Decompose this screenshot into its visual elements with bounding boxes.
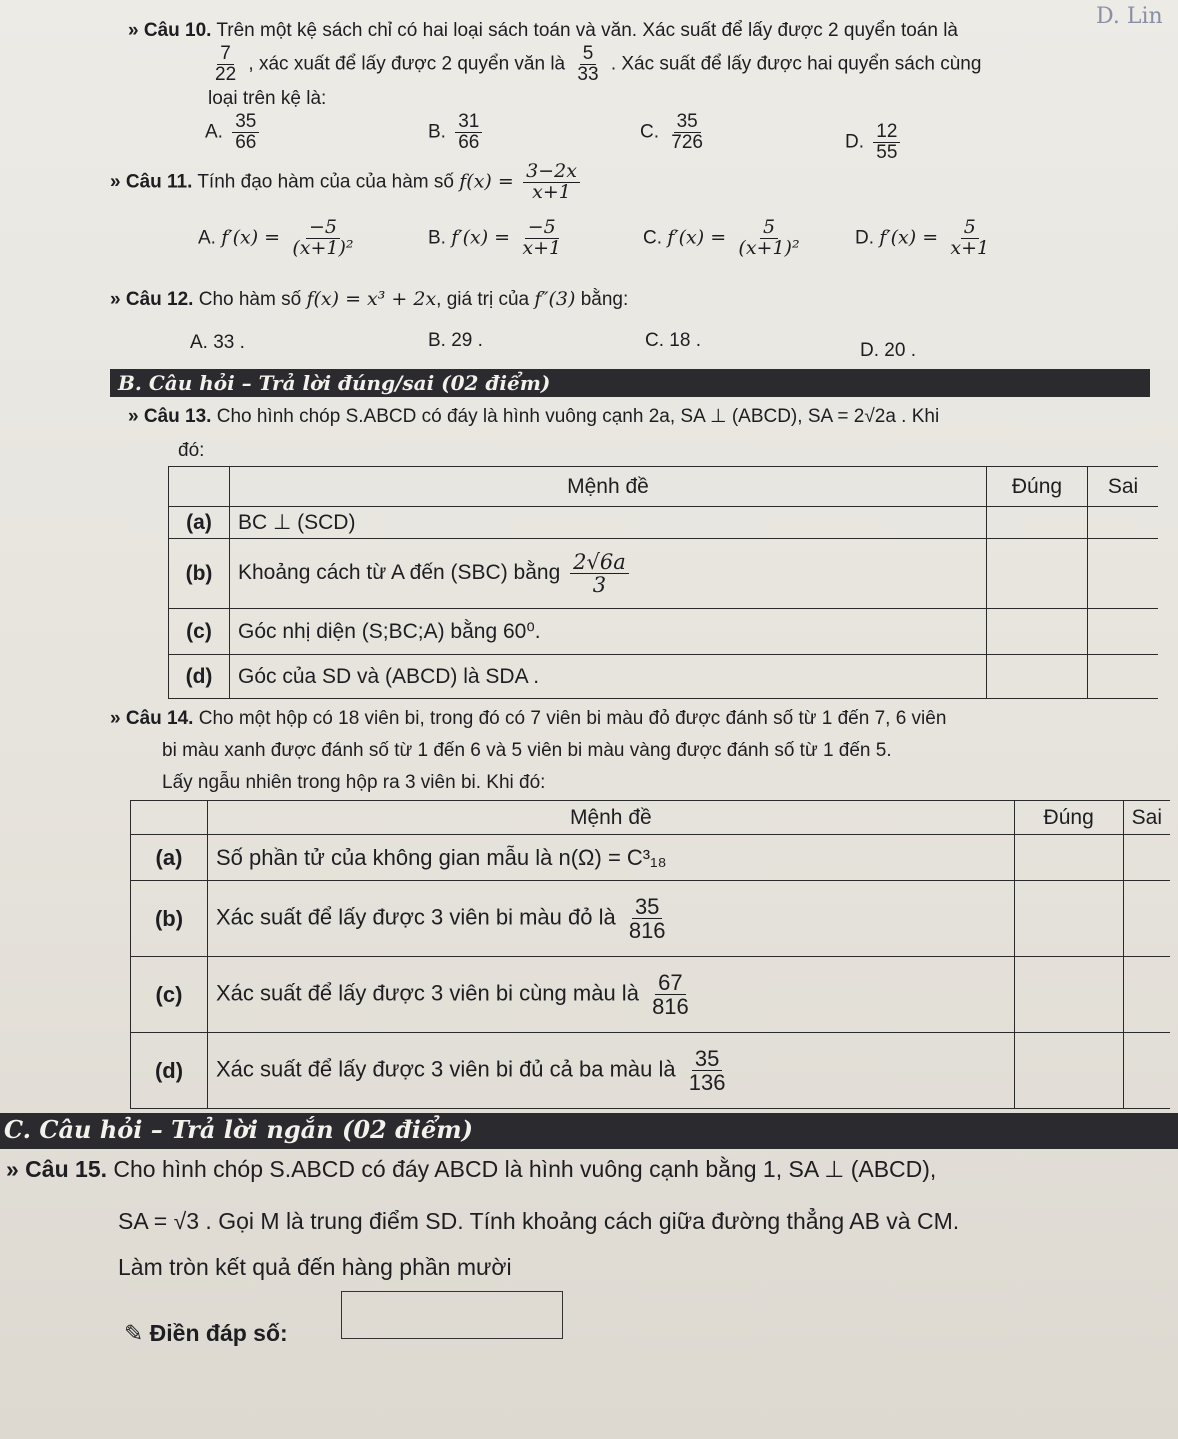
- answer-input-box[interactable]: [341, 1291, 563, 1339]
- q10-text4: loại trên kệ là:: [208, 88, 327, 109]
- section-b-header: B. Câu hỏi – Trả lời đúng/sai (02 điểm): [110, 369, 1150, 397]
- q12-option-d: D. 20 .: [860, 340, 916, 361]
- pencil-icon: ✎: [124, 1320, 144, 1346]
- q14-statement-d: Xác suất để lấy được 3 viên bi đủ cả ba màu là $\frac{35}{136}$: [207, 1033, 1014, 1109]
- q11-option-a: A. f′(x) = $\frac{-5}{\text{(x+1)²}}$: [198, 216, 354, 259]
- q13-stem: » Câu 13. Cho hình chóp S.ABCD có đáy là hình vuông cạnh 2a, SA ⊥ (ABCD), SA = 2√2a . Khi: [128, 406, 940, 427]
- q13-text2: đó:: [178, 440, 205, 461]
- q13-false-cell-c[interactable]: [1088, 609, 1159, 655]
- table-row: (c) Góc nhị diện (S;BC;A) bằng 60⁰.: [169, 609, 1159, 655]
- q13-true-cell-b[interactable]: [987, 539, 1088, 609]
- q12-function: f(x) = x³ + 2x: [306, 288, 437, 310]
- q13-header-true: Đúng: [987, 467, 1088, 507]
- q15-answer-prompt: ✎ Điền đáp số:: [124, 1320, 288, 1346]
- q14-line3: Lấy ngẫu nhiên trong hộp ra 3 viên bi. Khi đó:: [162, 772, 546, 793]
- q13-statement-c: Góc nhị diện (S;BC;A) bằng 60⁰.: [230, 609, 987, 655]
- q14-statement-b: Xác suất để lấy được 3 viên bi màu đỏ là $\frac{35}{816}$: [207, 881, 1014, 957]
- q14-true-cell-b[interactable]: [1014, 881, 1123, 957]
- q11-text: Tính đạo hàm của của hàm số: [197, 171, 454, 193]
- table-row: (d) Góc của SD và (ABCD) là SDA .: [169, 655, 1159, 699]
- q14-statement-a: Số phần tử của không gian mẫu là n(Ω) = C³₁₈: [207, 835, 1014, 881]
- q13-header-false: Sai: [1088, 467, 1159, 507]
- q14-true-cell-a[interactable]: [1014, 835, 1123, 881]
- q12-option-c: C. 18 .: [645, 330, 701, 351]
- table-row: (a) Số phần tử của không gian mẫu là n(Ω) = C³₁₈: [131, 835, 1171, 881]
- q13-false-cell-a[interactable]: [1088, 507, 1159, 539]
- q14-false-cell-a[interactable]: [1123, 835, 1170, 881]
- q10-line2: [208, 44, 981, 85]
- q14-true-cell-d[interactable]: [1014, 1033, 1123, 1109]
- q11-option-b: B. f′(x) = $\frac{-5}{x+1}$: [428, 216, 562, 259]
- q10-frac-literature: $\frac{5}{33}$: [577, 43, 599, 85]
- table-row: (b) Khoảng cách từ A đến (SBC) bằng $\frac{2√6a}{3}$: [169, 539, 1159, 609]
- q13-false-cell-b[interactable]: [1088, 539, 1159, 609]
- q12-label: » Câu 12.: [110, 289, 194, 310]
- q10-text3: . Xác suất để lấy được hai quyển sách cùng: [610, 53, 982, 75]
- q13-table: [168, 466, 1158, 699]
- section-c-header: C. Câu hỏi – Trả lời ngắn (02 điểm): [0, 1113, 1178, 1149]
- q11-label: » Câu 11.: [110, 171, 193, 193]
- q12-value: f″(3): [534, 288, 576, 310]
- q14-statement-c: Xác suất để lấy được 3 viên bi cùng màu là $\frac{67}{816}$: [207, 957, 1014, 1033]
- q10-text2: , xác xuất để lấy được 2 quyển văn là: [248, 53, 566, 75]
- q12-option-b: B. 29 .: [428, 330, 483, 351]
- q14-line2: bi màu xanh được đánh số từ 1 đến 6 và 5 viên bi màu vàng được đánh số từ 1 đến 5.: [162, 740, 892, 761]
- q10-option-a: A. $\frac{35}{66}$: [205, 112, 263, 153]
- q14-label: » Câu 14.: [110, 708, 194, 729]
- q11-stem: » Câu 11. Tính đạo hàm của của hàm số f(x) = $\frac{3-2x}{x+1}$: [110, 162, 584, 203]
- table-row: (c) Xác suất để lấy được 3 viên bi cùng màu là $\frac{67}{816}$: [131, 957, 1171, 1033]
- q10-label: » Câu 10.: [128, 20, 212, 41]
- q13-statement-b: Khoảng cách từ A đến (SBC) bằng $\frac{2√6a}{3}$: [230, 539, 987, 609]
- q15-label: » Câu 15.: [6, 1156, 107, 1182]
- q11-option-c: C. f′(x) = $\frac{5}{\text{(x+1)²}}$: [643, 216, 800, 259]
- q14-false-cell-c[interactable]: [1123, 957, 1170, 1033]
- q14-false-cell-d[interactable]: [1123, 1033, 1170, 1109]
- q14-line1: » Câu 14. Cho một hộp có 18 viên bi, trong đó có 7 viên bi màu đỏ được đánh số từ 1 đến 7, 6 viên: [110, 708, 947, 729]
- q11-option-d: D. f′(x) = $\frac{5}{x+1}$: [855, 216, 990, 259]
- q13-label: » Câu 13.: [128, 406, 212, 427]
- q14-header-false: Sai: [1123, 801, 1170, 835]
- q13-statement-a: BC ⊥ (SCD): [230, 507, 987, 539]
- q12-option-a: A. 33 .: [190, 332, 245, 353]
- q15-line1: » Câu 15. Cho hình chóp S.ABCD có đáy ABCD là hình vuông cạnh bằng 1, SA ⊥ (ABCD),: [6, 1156, 937, 1182]
- q10-option-d: D. $\frac{12}{55}$: [845, 122, 904, 163]
- q15-line2: SA = √3 . Gọi M là trung điểm SD. Tính khoảng cách giữa đường thẳng AB và CM.: [118, 1208, 960, 1234]
- q12-stem: » Câu 12. Cho hàm số f(x) = x³ + 2x, giá trị của f″(3) bằng:: [110, 288, 629, 310]
- q14-header-true: Đúng: [1014, 801, 1123, 835]
- corner-mark: D. Lin: [1096, 4, 1163, 29]
- q13-header-statement: Mệnh đề: [230, 467, 987, 507]
- q13-false-cell-d[interactable]: [1088, 655, 1159, 699]
- q11-function: $\frac{3-2x}{x+1}$: [523, 162, 580, 203]
- q15-line3: Làm tròn kết quả đến hàng phần mười: [118, 1254, 512, 1280]
- q13-statement-d: Góc của SD và (ABCD) là SDA .: [230, 655, 987, 699]
- q10-frac-math: $\frac{7}{22}$: [215, 43, 237, 85]
- q13-true-cell-c[interactable]: [987, 609, 1088, 655]
- table-row: (a) BC ⊥ (SCD): [169, 507, 1159, 539]
- q14-true-cell-c[interactable]: [1014, 957, 1123, 1033]
- table-row: (d) Xác suất để lấy được 3 viên bi đủ cả ba màu là $\frac{35}{136}$: [131, 1033, 1171, 1109]
- q14-table: [130, 800, 1170, 1109]
- table-row: (b) Xác suất để lấy được 3 viên bi màu đỏ là $\frac{35}{816}$: [131, 881, 1171, 957]
- q10-option-b: B. $\frac{31}{66}$: [428, 112, 486, 153]
- q10-option-c: C. $\frac{35}{726}$: [640, 111, 703, 153]
- q14-header-statement: Mệnh đề: [207, 801, 1014, 835]
- q10-line1: [128, 20, 958, 42]
- q10-text1: Trên một kệ sách chỉ có hai loại sách toán và văn. Xác suất để lấy được 2 quyển toán là: [216, 20, 958, 41]
- q13-true-cell-a[interactable]: [987, 507, 1088, 539]
- q14-false-cell-b[interactable]: [1123, 881, 1170, 957]
- q13-true-cell-d[interactable]: [987, 655, 1088, 699]
